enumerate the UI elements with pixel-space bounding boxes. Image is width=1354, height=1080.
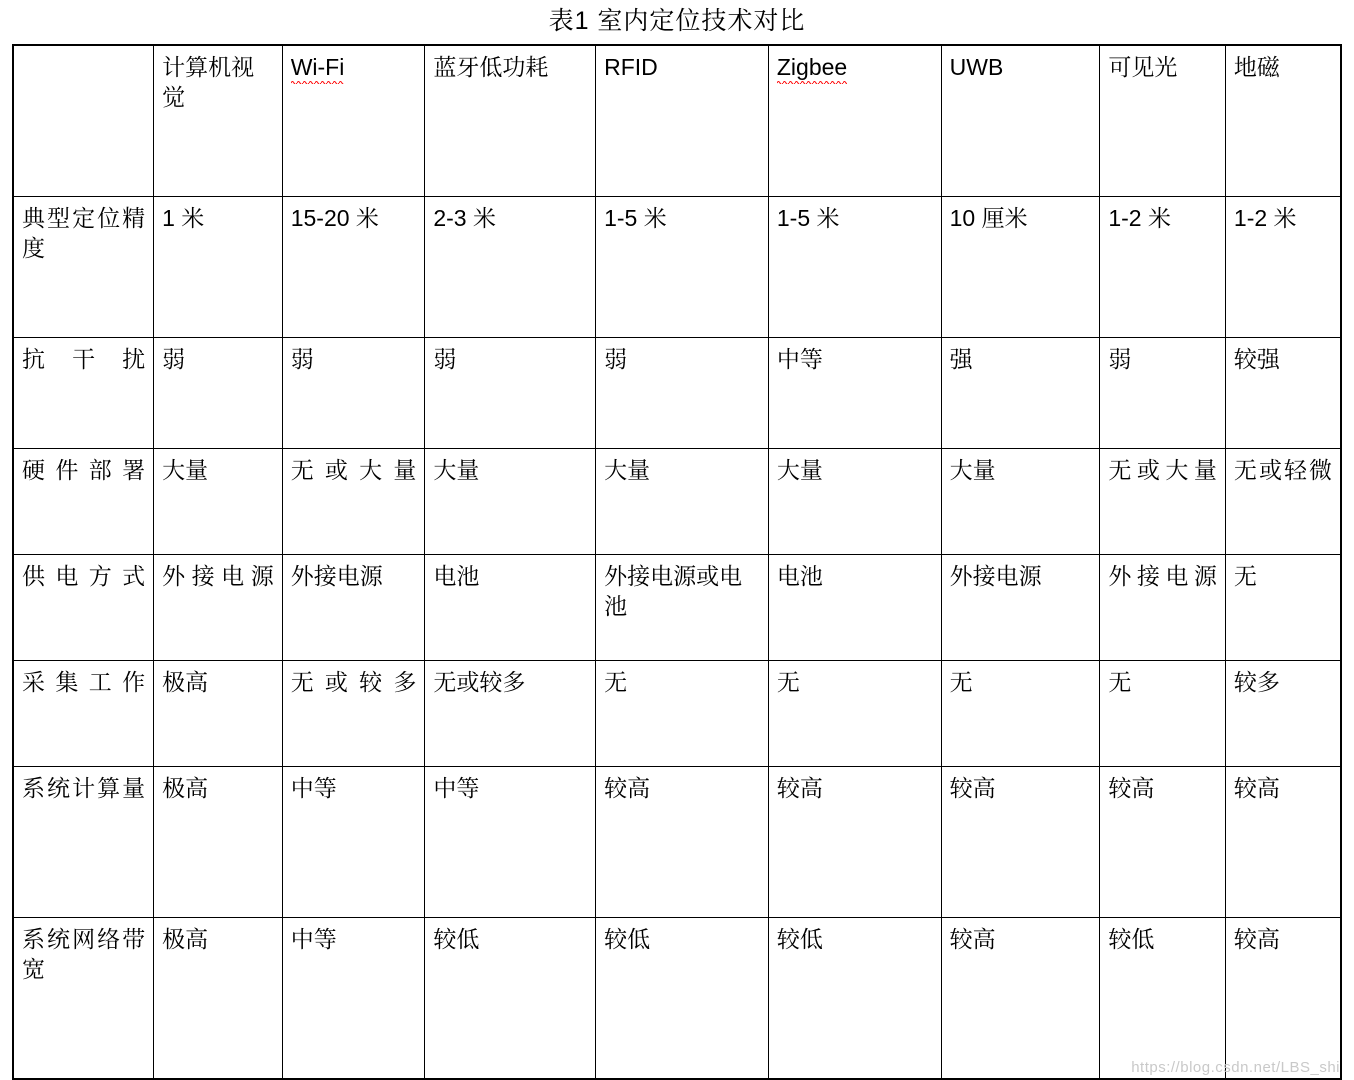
row-header-anti-interference: 抗干扰 [13,338,154,449]
cell-collection-computer-vision: 极高 [154,661,283,767]
cell-hardware-zigbee: 大量 [768,449,941,555]
cell-hardware-wifi: 无或大量 [282,449,425,555]
cell-hardware-ble: 大量 [425,449,596,555]
cell-computation-visible-light: 较高 [1100,767,1226,918]
cell-hardware-computer-vision: 大量 [154,449,283,555]
row-header-accuracy: 典型定位精度 [13,197,154,338]
cell-bandwidth-visible-light: 较低 [1100,918,1226,1080]
table-header-row [13,45,1341,197]
cell-hardware-visible-light: 无或大量 [1100,449,1226,555]
column-header-uwb [941,45,1100,197]
table-body [13,197,1341,1080]
cell-collection-geomagnetic: 较多 [1225,661,1341,767]
cell-bandwidth-zigbee: 较低 [768,918,941,1080]
column-header-rfid [596,45,769,197]
table-row [13,767,1341,918]
cell-accuracy-visible-light: 1-2 米 [1100,197,1226,338]
cell-anti-interference-geomagnetic: 较强 [1225,338,1341,449]
cell-accuracy-geomagnetic: 1-2 米 [1225,197,1341,338]
cell-bandwidth-geomagnetic: 较高 [1225,918,1341,1080]
cell-computation-ble: 中等 [425,767,596,918]
cell-power-wifi: 外接电源 [282,555,425,661]
cell-hardware-rfid: 大量 [596,449,769,555]
cell-computation-wifi: 中等 [282,767,425,918]
cell-hardware-geomagnetic: 无或轻微 [1225,449,1341,555]
cell-collection-visible-light: 无 [1100,661,1226,767]
table-corner-cell [13,45,154,197]
cell-collection-rfid: 无 [596,661,769,767]
row-header-power-supply: 供电方式 [13,555,154,661]
row-header-collection-work: 采集工作 [13,661,154,767]
row-header-network-bandwidth: 系统网络带宽 [13,918,154,1080]
row-header-computation: 系统计算量 [13,767,154,918]
cell-anti-interference-ble: 弱 [425,338,596,449]
cell-hardware-uwb: 大量 [941,449,1100,555]
column-header-visible-light: 可见光 [1100,45,1226,197]
table-row [13,918,1341,1080]
cell-collection-ble: 无或较多 [425,661,596,767]
cell-anti-interference-wifi: 弱 [282,338,425,449]
cell-accuracy-uwb: 10 厘米 [941,197,1100,338]
column-header-zigbee [768,45,941,197]
column-header-computer-vision: 计算机视觉 [154,45,283,197]
cell-power-rfid: 外接电源或电池 [596,555,769,661]
cell-bandwidth-ble: 较低 [425,918,596,1080]
cell-computation-uwb: 较高 [941,767,1100,918]
row-header-hardware-deployment: 硬件部署 [13,449,154,555]
table-header [13,45,1341,197]
cell-accuracy-computer-vision: 1 米 [154,197,283,338]
cell-bandwidth-wifi: 中等 [282,918,425,1080]
cell-collection-uwb: 无 [941,661,1100,767]
column-header-zigbee-label: Zigbee [777,52,847,84]
cell-power-geomagnetic: 无 [1225,555,1341,661]
cell-power-ble: 电池 [425,555,596,661]
cell-bandwidth-computer-vision: 极高 [154,918,283,1080]
column-header-rfid-label: RFID [604,54,658,80]
cell-collection-zigbee: 无 [768,661,941,767]
table-row [13,661,1341,767]
cell-anti-interference-rfid: 弱 [596,338,769,449]
column-header-wifi-label: Wi-Fi [291,52,345,84]
watermark: https://blog.csdn.net/LBS_shi [1131,1059,1340,1076]
cell-bandwidth-rfid: 较低 [596,918,769,1080]
cell-accuracy-rfid: 1-5 米 [596,197,769,338]
column-header-uwb-label: UWB [949,54,1004,80]
comparison-table [12,44,1342,1080]
cell-computation-geomagnetic: 较高 [1225,767,1341,918]
column-header-ble: 蓝牙低功耗 [425,45,596,197]
cell-anti-interference-uwb: 强 [941,338,1100,449]
cell-computation-zigbee: 较高 [768,767,941,918]
cell-anti-interference-zigbee: 中等 [768,338,941,449]
cell-accuracy-zigbee: 1-5 米 [768,197,941,338]
cell-anti-interference-visible-light: 弱 [1100,338,1226,449]
table-row [13,197,1341,338]
cell-accuracy-ble: 2-3 米 [425,197,596,338]
cell-collection-wifi: 无或较多 [282,661,425,767]
table-row [13,449,1341,555]
cell-computation-computer-vision: 极高 [154,767,283,918]
column-header-wifi [282,45,425,197]
table-row [13,338,1341,449]
table-caption: 表1 室内定位技术对比 [548,7,806,35]
cell-power-zigbee: 电池 [768,555,941,661]
cell-power-computer-vision: 外接电源 [154,555,283,661]
cell-power-uwb: 外接电源 [941,555,1100,661]
column-header-geomagnetic: 地磁 [1225,45,1341,197]
table-row [13,555,1341,661]
cell-bandwidth-uwb: 较高 [941,918,1100,1080]
cell-power-visible-light: 外接电源 [1100,555,1226,661]
cell-accuracy-wifi: 15-20 米 [282,197,425,338]
cell-anti-interference-computer-vision: 弱 [154,338,283,449]
cell-computation-rfid: 较高 [596,767,769,918]
